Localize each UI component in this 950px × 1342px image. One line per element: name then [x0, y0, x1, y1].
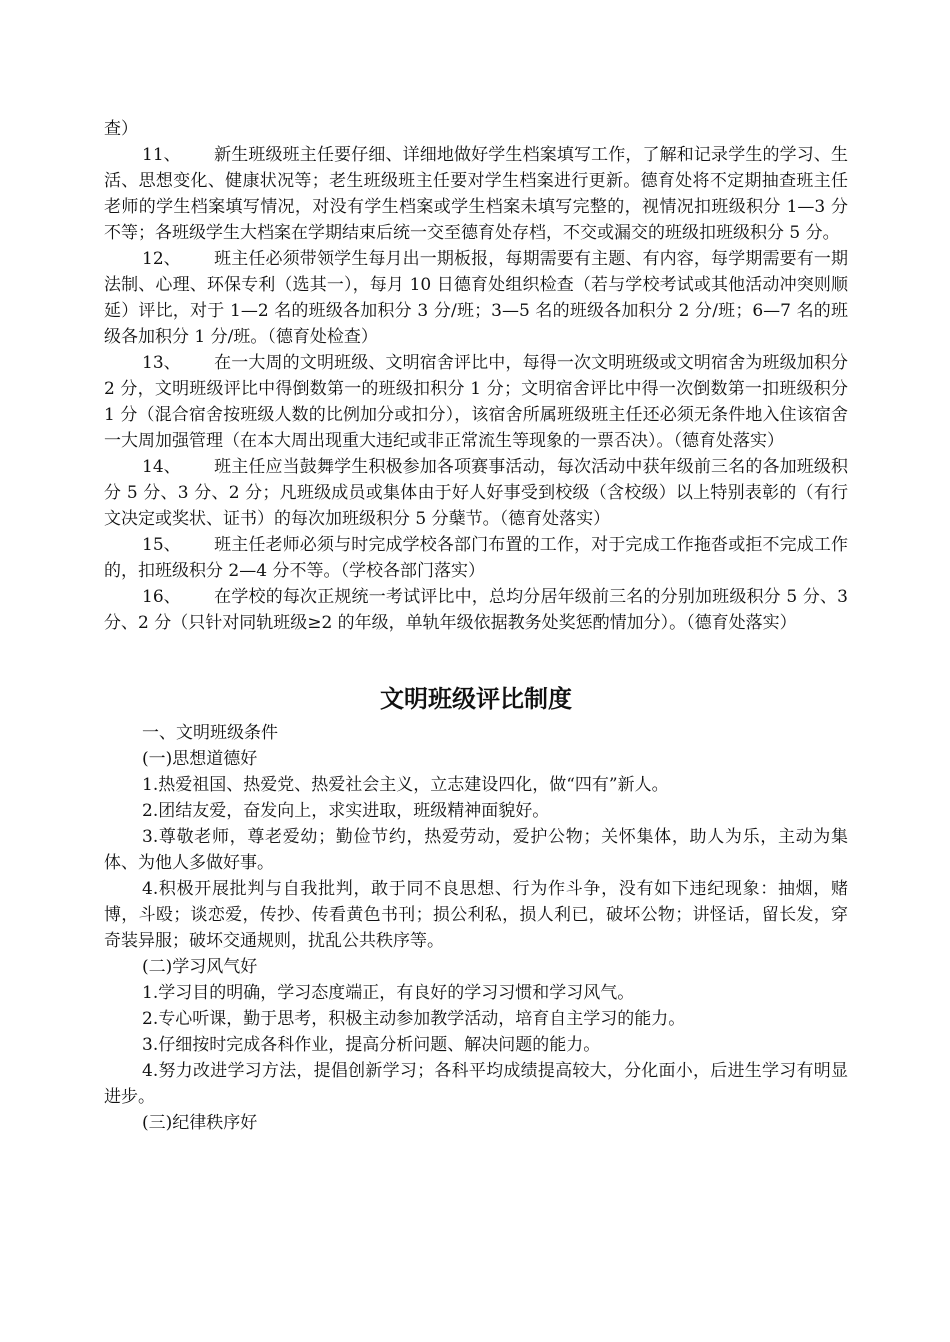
rule-number: 16、 [142, 587, 181, 607]
rule-number: 12、 [142, 249, 181, 269]
rule-number: 14、 [142, 457, 181, 477]
rule-text: 在学校的每次正规统一考试评比中，总均分居年级前三名的分别加班级积分 5 分、3 分、2 分（只针对同轨班级≥2 的年级，单轨年级依据教务处奖惩酌情加分）。（德育处落实） [104, 587, 848, 633]
section-heading: 一、文明班级条件 [142, 723, 278, 743]
rule-item-12 [104, 246, 848, 350]
list-item: 2.专心听课，勤于思考，积极主动参加教学活动，培育自主学习的能力。 [142, 1009, 686, 1029]
rule-item-14 [104, 454, 848, 532]
rule-text: 班主任必须带领学生每月出一期板报，每期需要有主题、有内容，每学期需要有一期法制、心理、环保专利（选其一），每月 10 日德育处组织检查（若与学校考试或其他活动冲突则顺延）评比，对于 1—2 名的班级各加积分 3 分/班；3—5 名的班级各加积分 2 分/班；6—7 名的班级各加积分 1 分/班。（德育处检查） [104, 249, 848, 347]
list-item: 3.仔细按时完成各科作业，提高分析问题、解决问题的能力。 [142, 1035, 601, 1055]
list-item: 2.团结友爱，奋发向上，求实进取，班级精神面貌好。 [142, 801, 550, 821]
rule-text: 班主任老师必须与时完成学校各部门布置的工作，对于完成工作拖沓或拒不完成工作的，扣班级积分 2—4 分不等。（学校各部门落实） [104, 535, 848, 581]
document-page [104, 116, 848, 1136]
rule-number: 11、 [142, 145, 181, 165]
list-item: 4.积极开展批判与自我批判，敢于同不良思想、行为作斗争，没有如下违纪现象：抽烟，赌博，斗殴；谈恋爱，传抄、传看黄色书刊；损公利私，损人利已，破坏公物；讲怪话，留长发，穿奇装异服；破坏交通规则，扰乱公共秩序等。 [104, 879, 848, 951]
list-item: 1.热爱祖国、热爱党、热爱社会主义，立志建设四化，做“四有”新人。 [142, 775, 669, 795]
list-item: 4.努力改进学习方法，提倡创新学习；各科平均成绩提高较大，分化面小，后进生学习有明显进步。 [104, 1061, 848, 1107]
section-title: 文明班级评比制度 [380, 685, 572, 713]
rule-number: 15、 [142, 535, 181, 555]
continuation-text: 查） [104, 119, 138, 139]
rule-item-11 [104, 142, 848, 246]
rule-item-13 [104, 350, 848, 454]
rule-text: 在一大周的文明班级、文明宿舍评比中，每得一次文明班级或文明宿舍为班级加积分 2 分，文明班级评比中得倒数第一的班级扣积分 1 分；文明宿舍评比中得一次倒数第一扣班级积分 1 分（混合宿舍按班级人数的比例加分或扣分），该宿舍所属班级班主任还必须无条件地入住该宿舍一大周加强管理（在本大周出现重大违纪或非正常流生等现象的一票否决）。（德育处落实） [104, 353, 848, 451]
group-label-morality: (一)思想道德好 [142, 749, 258, 769]
rule-text: 新生班级班主任要仔细、详细地做好学生档案填写工作，了解和记录学生的学习、生活、思想变化、健康状况等；老生班级班主任要对学生档案进行更新。德育处将不定期抽查班主任老师的学生档案填写情况，对没有学生档案或学生档案未填写完整的，视情况扣班级积分 1—3 分不等；各班级学生大档案在学期结束后统一交至德育处存档，不交或漏交的班级扣班级积分 5 分。 [104, 145, 848, 243]
group-label-study: (二)学习风气好 [142, 957, 258, 977]
rule-item-16 [104, 584, 848, 636]
group-label-discipline: (三)纪律秩序好 [142, 1113, 258, 1133]
list-item: 3.尊敬老师，尊老爱幼；勤俭节约，热爱劳动，爱护公物；关怀集体，助人为乐，主动为集体、为他人多做好事。 [104, 827, 848, 873]
rule-text: 班主任应当鼓舞学生积极参加各项赛事活动，每次活动中获年级前三名的各加班级积分 5 分、3 分、2 分；凡班级成员或集体由于好人好事受到校级（含校级）以上特别表彰的（有行文决定或奖状、证书）的每次加班级积分 5 分蘖节。（德育处落实） [104, 457, 848, 529]
rule-number: 13、 [142, 353, 181, 373]
list-item: 1.学习目的明确，学习态度端正，有良好的学习习惯和学习风气。 [142, 983, 635, 1003]
rule-item-15 [104, 532, 848, 584]
